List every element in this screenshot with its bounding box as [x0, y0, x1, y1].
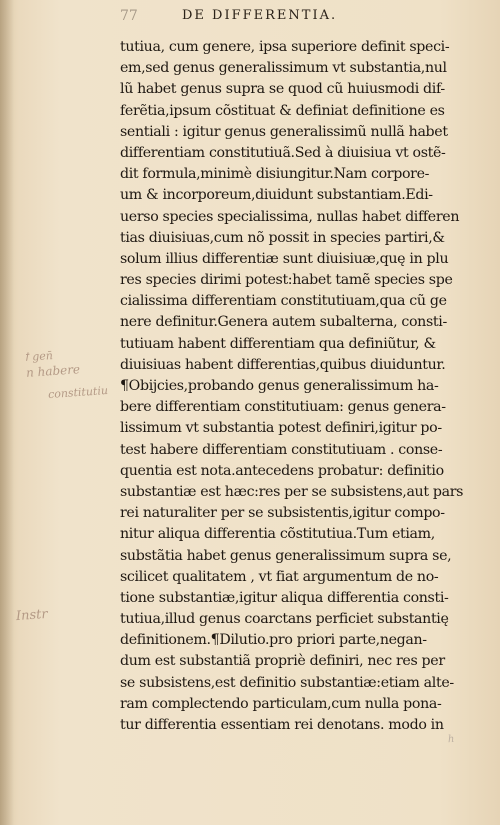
running-title: DE DIFFERENTIA. — [182, 8, 338, 23]
text-line: diuisiuas habent differentias,quibus diuiduntur. — [120, 356, 446, 373]
marginal-note: constitutiu — [47, 383, 109, 402]
text-line: differentiam constitutiuã.Sed à diuisiua vt ostẽ- — [120, 144, 446, 161]
text-line: nere definitur.Genera autem subalterna, consti- — [120, 314, 447, 331]
text-line: definitionem.¶Dilutio.pro priori parte,negan- — [120, 632, 427, 649]
text-line: rei naturaliter per se subsistentis,igitur compo- — [120, 505, 445, 522]
text-line: test habere differentiam constitutiuam . conse- — [120, 441, 443, 458]
text-line: ram complectendo particulam,cum nulla pona- — [120, 695, 442, 712]
body-text-block — [120, 37, 480, 736]
text-line: dum est substantiã propriè definiri, nec res per — [120, 653, 445, 670]
marginal-note: ꝉ gen̄ — [23, 349, 54, 364]
text-line: cialissima differentiam constitutiuam,qua cũ ge — [120, 293, 447, 310]
text-line: tione substantiæ,igitur aliqua differentia consti- — [120, 589, 449, 606]
text-line: uerso species specialissima, nullas habet differen — [120, 208, 460, 225]
marginal-note: n habere — [25, 362, 81, 380]
text-line: scilicet qualitatem , vt fiat argumentum de no- — [120, 568, 439, 585]
text-line: solum illius differentiæ sunt diuisiuæ,quę in plu — [120, 250, 449, 267]
text-line: se subsistens,est definitio substantiæ:etiam alte- — [120, 674, 454, 691]
text-line: sentiali : igitur genus generalissimũ nullã habet — [120, 123, 448, 140]
marginal-note: h — [447, 733, 455, 746]
text-line: tias diuisiuas,cum nõ possit in species partiri,& — [120, 229, 445, 246]
text-line: bere differentiam constitutiuam: genus genera- — [120, 399, 446, 416]
text-line: substãtia habet genus generalissimum supra se, — [120, 547, 452, 564]
text-line: tutiua, cum genere, ipsa superiore definit speci- — [120, 39, 450, 55]
page-gutter-shadow — [0, 0, 14, 825]
text-line: dit formula,minimè disiungitur.Nam corpore- — [120, 166, 430, 183]
text-line: ¶Obijcies,probando genus generalissimum ha- — [120, 378, 439, 394]
text-line: lissimum vt substantia potest definiri,igitur po- — [120, 420, 442, 437]
text-line: em,sed genus generalissimum vt substantia,nul — [120, 60, 447, 77]
text-line: tur differentia essentiam rei denotans. modo in — [120, 717, 444, 733]
text-line: um & incorporeum,diuidunt substantiam.Edi- — [120, 187, 433, 204]
text-line: quentia est nota.antecedens probatur: definitio — [120, 462, 444, 479]
folio-number: 77 — [120, 8, 138, 24]
text-line: tutiua,illud genus coarctans perficiet substantię — [120, 611, 449, 628]
text-line: nitur aliqua differentia cõstitutiua.Tum etiam, — [120, 526, 435, 543]
text-line: ferẽtia,ipsum cõstituat & definiat definitione es — [120, 102, 445, 119]
text-line: res species dirimi potest:habet tamẽ species spe — [120, 272, 453, 289]
marginal-note: Instr — [15, 606, 49, 625]
text-line: lũ habet genus supra se quod cũ huiusmodi dif- — [120, 81, 445, 98]
text-line: substantiæ est hæc:res per se subsistens,aut pars — [120, 483, 464, 500]
text-line: tutiuam habent differentiam qua definiũtur, & — [120, 335, 436, 352]
